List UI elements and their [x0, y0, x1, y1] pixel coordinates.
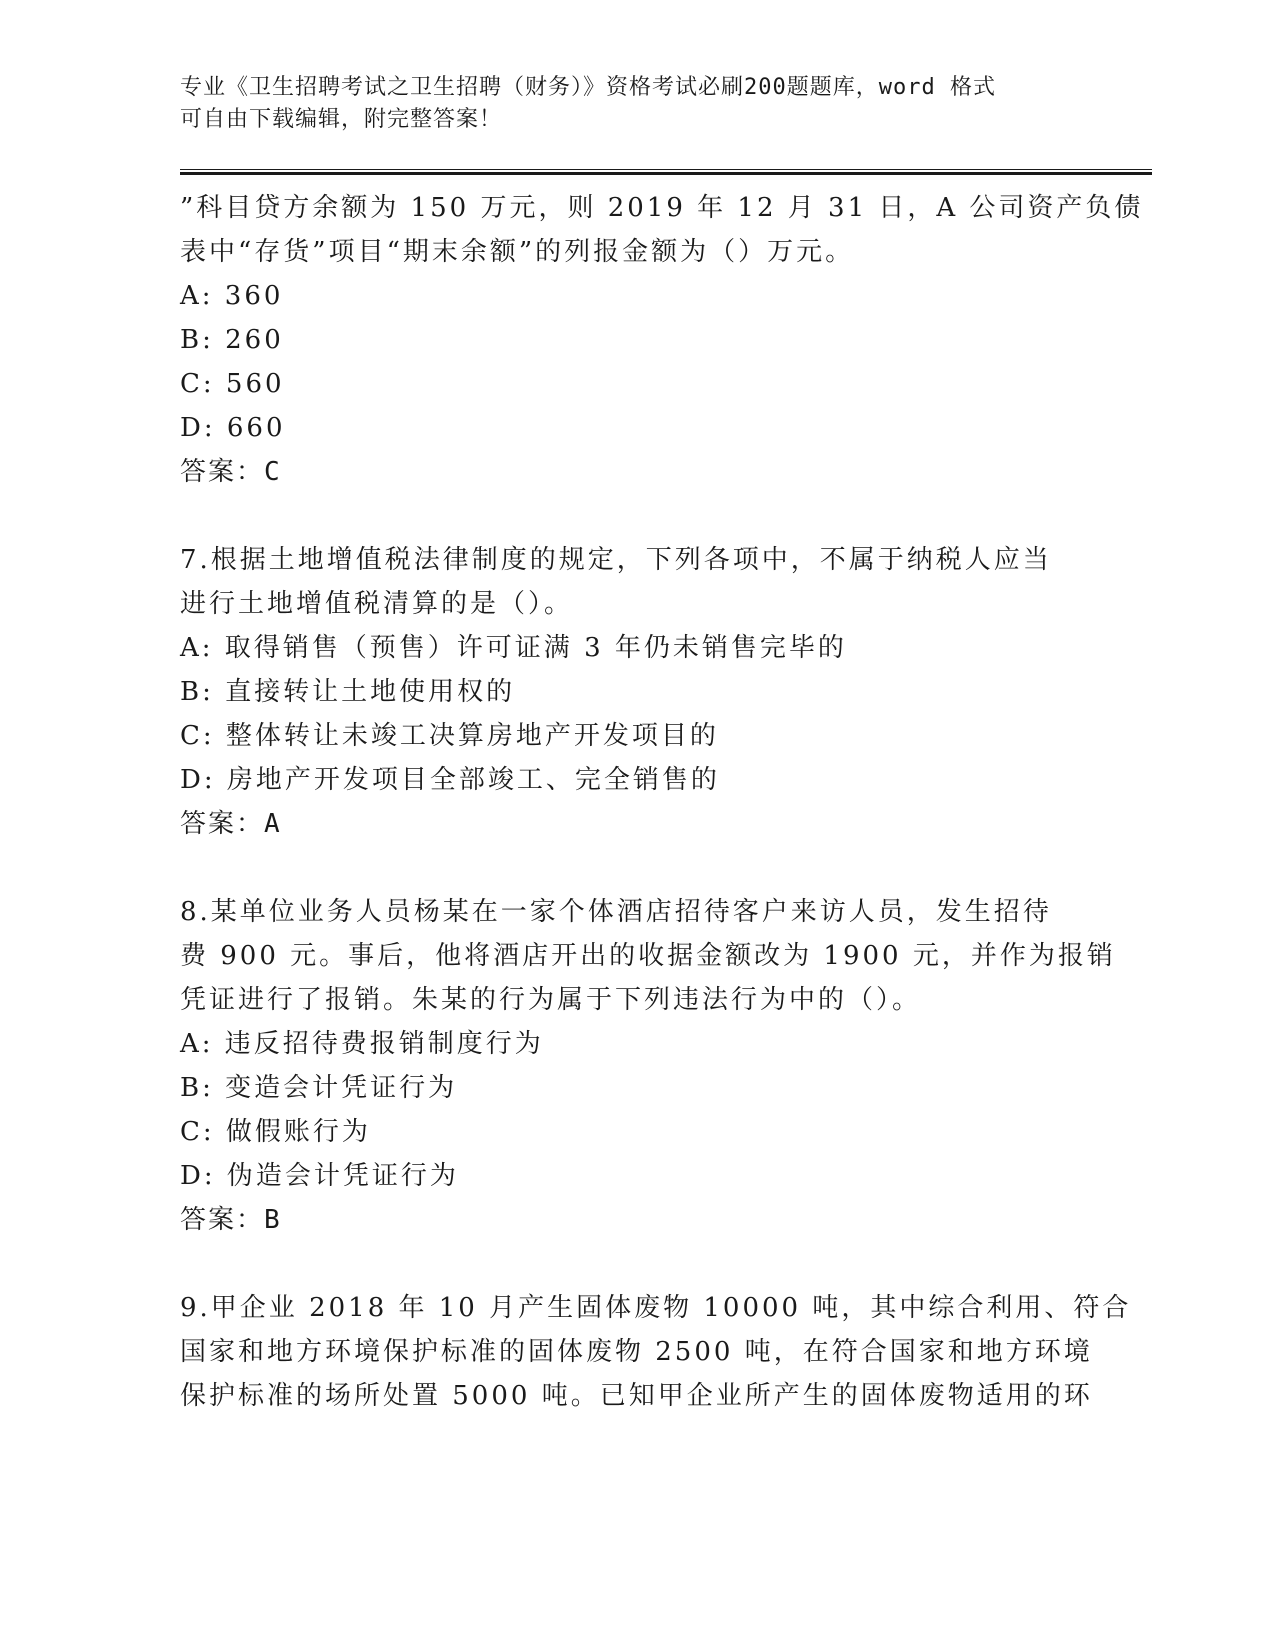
answer-value: C	[264, 457, 282, 487]
question-9-stem-line-1: 9.甲企业 2018 年 10 月产生固体废物 10000 吨，其中综合利用、符合	[180, 1293, 1132, 1323]
question-6-option-c: C: 560	[180, 369, 285, 399]
question-7-stem-line-2: 进行土地增值税清算的是（）。	[180, 589, 574, 619]
question-spacer	[180, 846, 1080, 890]
question-9-stem-line-2: 国家和地方环境保护标准的固体废物 2500 吨，在符合国家和地方环境	[180, 1337, 1093, 1367]
question-7-option-a: A: 取得销售（预售）许可证满 3 年仍未销售完毕的	[180, 633, 847, 663]
question-6	[180, 186, 1144, 494]
header-title-line-1: 专业《卫生招聘考试之卫生招聘（财务）》资格考试必刷200题题库，word 格式	[180, 75, 996, 100]
header-divider-thin	[180, 169, 1152, 170]
question-6-stem-line-2: 表中“存货”项目“期末余额”的列报金额为（）万元。	[180, 237, 855, 267]
question-7-option-d: D: 房地产开发项目全部竣工、完全销售的	[180, 765, 720, 795]
question-8	[180, 890, 1116, 1242]
question-7	[180, 538, 1080, 846]
question-6-answer	[180, 450, 1080, 494]
question-8-stem-line-2: 费 900 元。事后，他将酒店开出的收据金额改为 1900 元，并作为报销	[180, 941, 1116, 971]
question-8-option-a: A: 违反招待费报销制度行为	[180, 1029, 544, 1059]
question-spacer	[180, 1242, 1080, 1286]
question-content	[180, 186, 1144, 1418]
question-8-option-d: D: 伪造会计凭证行为	[180, 1161, 459, 1191]
question-6-stem-line-1: ”科目贷方余额为 150 万元，则 2019 年 12 月 31 日，A 公司资产负债	[180, 193, 1144, 223]
question-9	[180, 1286, 1132, 1418]
question-6-option-b: B: 260	[180, 325, 284, 355]
question-7-answer	[180, 802, 1080, 846]
answer-label: 答案：	[180, 809, 265, 839]
question-8-stem-line-3: 凭证进行了报销。朱某的行为属于下列违法行为中的（）。	[180, 985, 922, 1015]
question-7-stem-line-1: 7.根据土地增值税法律制度的规定，下列各项中，不属于纳税人应当	[180, 545, 1052, 575]
question-spacer	[180, 494, 1080, 538]
question-7-option-b: B: 直接转让土地使用权的	[180, 677, 516, 707]
header-title-line-2: 可自由下载编辑，附完整答案！	[180, 107, 503, 132]
header-divider-thick	[180, 172, 1152, 175]
answer-label: 答案：	[180, 457, 265, 487]
document-header	[180, 72, 1060, 136]
answer-value: A	[264, 809, 282, 839]
question-9-stem-line-3: 保护标准的场所处置 5000 吨。已知甲企业所产生的固体废物适用的环	[180, 1381, 1093, 1411]
answer-value: B	[264, 1205, 282, 1235]
question-6-option-d: D: 660	[180, 413, 286, 443]
answer-label: 答案：	[180, 1205, 265, 1235]
question-6-option-a: A: 360	[180, 281, 284, 311]
question-8-stem-line-1: 8.某单位业务人员杨某在一家个体酒店招待客户来访人员，发生招待	[180, 897, 1052, 927]
question-8-answer	[180, 1198, 1080, 1242]
question-7-option-c: C: 整体转让未竣工决算房地产开发项目的	[180, 721, 719, 751]
question-8-option-b: B: 变造会计凭证行为	[180, 1073, 458, 1103]
question-8-option-c: C: 做假账行为	[180, 1117, 371, 1147]
